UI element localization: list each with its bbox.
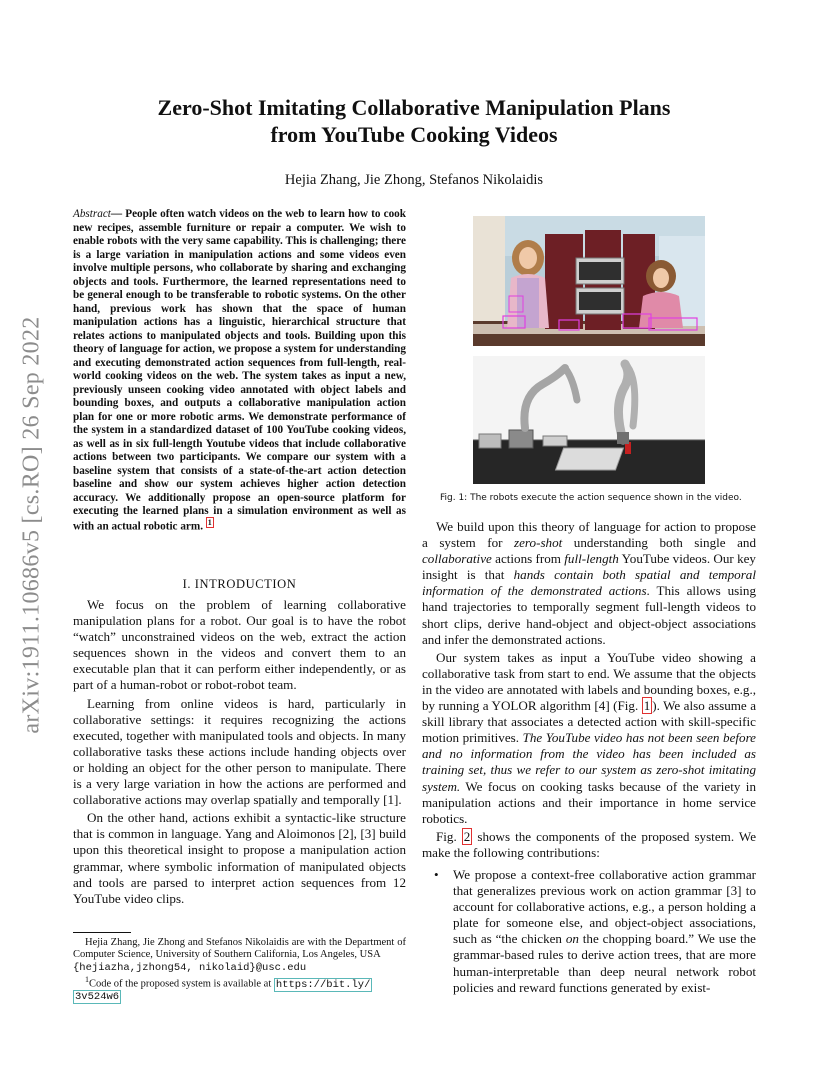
fig-1-ref-link[interactable]: 1 (643, 698, 651, 714)
figure-1 (473, 216, 705, 484)
footnotes (73, 937, 406, 1004)
arxiv-stamp-text: arXiv:1911.10686v5 [cs.RO] 26 Sep 2022 (18, 316, 45, 734)
section-heading-introduction: I. INTRODUCTION (182, 577, 297, 591)
kitchen-video-frame (473, 216, 705, 346)
simulation-render (473, 356, 705, 484)
title-line-1: Zero-Shot Imitating Collaborative Manipulation Plans (157, 95, 671, 120)
intro-paragraph-1: We focus on the problem of learning collaborative manipulation plans for a robot. Our goal is to have the robot “watch” unconstrained videos on the web, extract the action sequences shown in the videos and convert them to an executable plan that it can perform either independently, or as part of a human-robot or robot-robot team. (73, 597, 406, 693)
footnote-rule (73, 932, 131, 933)
title-line-2: from YouTube Cooking Videos (270, 122, 558, 147)
author-list: Hejia Zhang, Jie Zhong, Stefanos Nikolaidis (284, 172, 544, 188)
footnote-affiliation: Hejia Zhang, Jie Zhong and Stefanos Nikolaidis are with the Department of Computer Science, University of Southern California, Los Angeles, USA (73, 937, 406, 961)
intro-paragraph-2: Learning from online videos is hard, particularly in collaborative settings: it requires recognizing the actions executed, together with manipulated tools and objects. In many collaborative tasks these actions include handing objects over or holding an object for the other person to manipulate. There is a very large variation in how the actions are performed and collaborative actions may overlap spatially and temporally [1]. (73, 695, 406, 808)
right-paragraph-1: We build upon this theory of language for action to propose a system for zero-shot understanding both single and collaborative actions from full-length YouTube videos. Our key insight is that hands contain both spatial and temporal information of the demonstrated actions. This allows using hand trajectories to temporally segment full-length videos to short clips, derive hand-object and object-object associations and infer the demonstrated actions. (422, 519, 756, 647)
fig-2-ref-link[interactable]: 2 (463, 828, 471, 844)
abstract-footnote-link[interactable]: 1 (207, 517, 212, 527)
paper-title (0, 94, 828, 148)
contribution-item: • We propose a context-free collaborative action grammar that generalizes previous work on action grammar [3] to account for collaborative actions, e.g., a person holding a plate for someone else, and object-object associations, such as “the chicken on the chopping board.” We use the grammar-based rules to derive action trees, that are more human-interpretable than deep neural network robot policies and reward functions generated by exist- (434, 866, 756, 995)
footnote-code-mark: 1 (85, 975, 89, 985)
right-paragraph-2: Our system takes as input a YouTube video showing a collaborative task from start to end. We assume that the objects in the video are annotated with labels and bounding boxes, e.g., by running a YOLOR algorithm [4] (Fig. 1 ). We also assume a skill library that associates a detected action with skill-specific motion primitives. The YouTube video has not been seen before and no information from the video has been included as training set, thus we refer to our system as zero-shot imitating system. We focus on cooking tasks because of the variety in manipulation actions and their importance in home service robotics. (422, 649, 757, 826)
footnote-code (73, 974, 406, 991)
footnote-code-text: Code of the proposed system is available at (89, 978, 272, 990)
contribution-list (422, 867, 756, 996)
right-body (422, 519, 756, 996)
intro-body (73, 597, 406, 907)
abstract (73, 208, 406, 534)
abstract-body: — People often watch videos on the web to learn how to cook new recipes, assemble furniture or repair a computer. We wish to enable robots with the very same capability. This is challenging; there is a large variation in manipulation actions and some videos even involve multiple persons, who collaborate by sharing and exchanging objects and tools. Furthermore, the learned representations need to be general enough to be transferable to robotic systems. On the other hand, previous work has shown that the space of human manipulation actions has a linguistic, hierarchical structure that relates actions to manipulated objects and tools. Building upon this theory of language for action, we propose a system for understanding and executing demonstrated action sequences from full-length, real-world cooking videos on the web. The system takes as input a new, previously unseen cooking video annotated with object labels and bounding boxes, and outputs a collaborative manipulation action plan for one or more robotic arms. We demonstrate performance of the system in a standardized dataset of 100 YouTube cooking videos, as well as in six full-length Youtube videos that include collaborative actions between two participants. We compare our system with a baseline system that consists of a state-of-the-art action detection baseline and show our system achieves higher action detection accuracy. We additionally propose an open-source platform for executing the learned plans in a simulation environment as well as with an actual robotic arm. (73, 208, 406, 533)
figure-1-image (473, 216, 705, 484)
intro-paragraph-3: On the other hand, actions exhibit a syntactic-like structure that is common in language. Yang and Aloimonos [2], [3] build upon this theoretical insight to propose a manipulation action grammar, where symbolic information of manipulated objects and tools are parsed to interpret action sequences from 12 YouTube video clips. (73, 810, 406, 906)
bullet-marker: • (434, 866, 439, 882)
abstract-lead: Abstract (73, 208, 111, 220)
code-url-link-part2[interactable]: 3v524w6 (75, 991, 120, 1004)
right-paragraph-3: Fig. 2 shows the components of the proposed system. We make the following contributions: (422, 828, 757, 860)
code-url-link-part1[interactable]: https://bit.ly/ (275, 978, 371, 991)
arxiv-stamp (12, 290, 52, 760)
figure-1-caption: Fig. 1: The robots execute the action sequence shown in the video. (440, 493, 742, 503)
footnote-email: {hejiazha,jzhong54, nikolaid}@usc.edu (73, 961, 307, 974)
